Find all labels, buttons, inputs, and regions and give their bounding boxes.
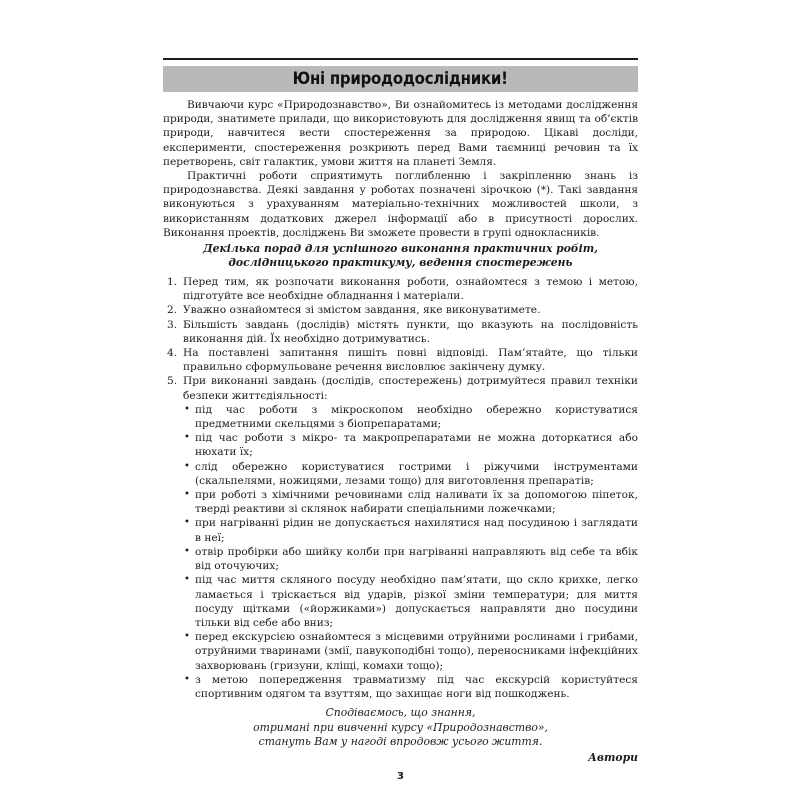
bullet-icon: • — [184, 489, 190, 501]
rule-number: 3. — [167, 318, 178, 331]
safety-bullet — [183, 673, 638, 701]
safety-bullet — [183, 431, 638, 459]
safety-bullet — [183, 545, 638, 573]
top-rule — [163, 58, 638, 60]
document-page — [163, 58, 638, 782]
closing-line-3: стануть Вам у нагоді впродовж усього життя. — [258, 734, 543, 748]
intro-paragraph-1: Вивчаючи курс «Природознавство», Ви ознайомитесь із методами дослідження природи, знатимете прилади, що використовують для дослідження явищ та об’єктів природи, навчитеся вести спостереження за природою. Цікаві досліди, експерименти, спостереження розкриють перед Вами таємниці речовин та їх перетворень, світ галактик, умови життя на планеті Земля. — [163, 99, 638, 168]
safety-bullet — [183, 630, 638, 673]
safety-bullet-text: при нагріванні рідин не допускається нахилятися над посудиною і заглядати в неї; — [195, 517, 638, 544]
bullet-icon: • — [184, 403, 190, 415]
safety-bullet-text: під час миття скляного посуду необхідно пам’ятати, що скло крихке, легко ламається і трiскається від ударів, різкої зміни температури; для миття посуду щітками («йоржиками») допускається направляти дно посудини тільки від себе або вниз; — [195, 574, 638, 629]
rule-item — [163, 346, 638, 374]
safety-bullet-text: під час роботи з мікро- та макропрепаратами не можна доторкатися або нюхати їх; — [195, 432, 638, 459]
bullet-icon: • — [184, 574, 190, 586]
closing-line-2: отримані при вивченні курсу «Природознавство», — [253, 720, 548, 734]
safety-bullet — [183, 403, 638, 431]
bullet-icon: • — [184, 631, 190, 643]
rule-item — [163, 275, 638, 303]
rule-number: 5. — [167, 375, 178, 388]
rule-number: 1. — [167, 276, 178, 289]
authors-signature: Автори — [588, 751, 638, 765]
bullet-icon: • — [184, 517, 190, 529]
tips-heading-line-1: Декілька порад для успішного виконання практичних робіт, — [203, 242, 598, 256]
rules-list — [163, 275, 638, 701]
rule-number: 4. — [167, 347, 178, 360]
safety-bullet — [183, 516, 638, 544]
bullet-icon: • — [184, 432, 190, 444]
safety-bullet — [183, 573, 638, 630]
rule-text: Перед тим, як розпочати виконання роботи, ознайомтеся з темою і метою, підготуйте все необхідне обладнання і матеріали. — [183, 276, 638, 303]
rule-text: На поставлені запитання пишіть повні відповіді. Пам’ятайте, що тільки правильно сформульоване речення висловлює закінчену думку. — [183, 347, 638, 374]
safety-bullet-text: перед екскурсією ознайомтеся з місцевими отруйними рослинами і грибами, отруйними тваринами (змії, павукоподібні тощо), переносниками інфекційних захворювань (гризуни, кліщі, комахи тощо); — [195, 631, 638, 672]
safety-bullet-text: отвір пробірки або шийку колби при нагріванні направляють від себе та вбік від оточуючих; — [195, 545, 638, 573]
rule-item — [163, 318, 638, 346]
page-title: Юні природодослідники! — [293, 69, 508, 89]
rule-text: При виконанні завдань (дослідів, спостережень) дотримуйтеся правил техніки безпеки життєдіяльності: — [183, 375, 638, 402]
bullet-icon: • — [184, 460, 190, 472]
page-number: 3 — [397, 771, 404, 783]
safety-bullet-list — [183, 403, 638, 701]
safety-bullet-text: при роботі з хімічними речовинами слід наливати їх за допомогою піпеток, тверді реактиви зі склянок набирати спеціальними ложечками; — [195, 489, 638, 516]
rule-text: Більшість завдань (дослідів) містять пункти, що вказують на послідовність виконання дій. Їх необхідно дотримуватись. — [183, 318, 638, 345]
rule-text: Уважно ознайомтеся зі змістом завдання, яке виконуватимете. — [183, 304, 541, 317]
safety-bullet-text: з метою попередження травматизму під час екскурсій користуйтеся спортивним одягом та взуттям, що захищає ноги від пошкоджень. — [195, 673, 638, 700]
title-banner — [163, 66, 638, 92]
rule-item — [163, 374, 638, 701]
bullet-icon: • — [184, 545, 190, 557]
tips-heading — [163, 242, 638, 270]
safety-bullet — [183, 460, 638, 488]
closing-wishes — [163, 706, 638, 749]
rule-number: 2. — [167, 304, 178, 317]
closing-line-1: Сподіваємось, що знання, — [325, 706, 476, 720]
tips-heading-line-2: дослідницького практикуму, ведення спостережень — [228, 256, 573, 270]
safety-bullet — [183, 488, 638, 516]
bullet-icon: • — [184, 673, 190, 685]
safety-bullet-text: під час роботи з мікроскопом необхідно обережно користуватися предметними скельцями з біопрепаратами; — [195, 403, 638, 431]
safety-bullet-text: слід обережно користуватися гострими і ріжучими інструментами (скальпелями, ножицями, лезами тощо) для виготовлення препаратів; — [195, 460, 638, 487]
rule-item — [163, 303, 638, 317]
intro-paragraph-2: Практичні роботи сприятимуть поглибленню і закріпленню знань із природознавства. Деякі завдання у роботах позначені зірочкою (*). Такі завдання виконуються з урахуванням матеріально-технічних можливостей школи, з використанням додаткових джерел інформації або в присутності дорослих. Виконання проектів, досліджень Ви зможете провести в групі однокласників. — [163, 170, 638, 239]
